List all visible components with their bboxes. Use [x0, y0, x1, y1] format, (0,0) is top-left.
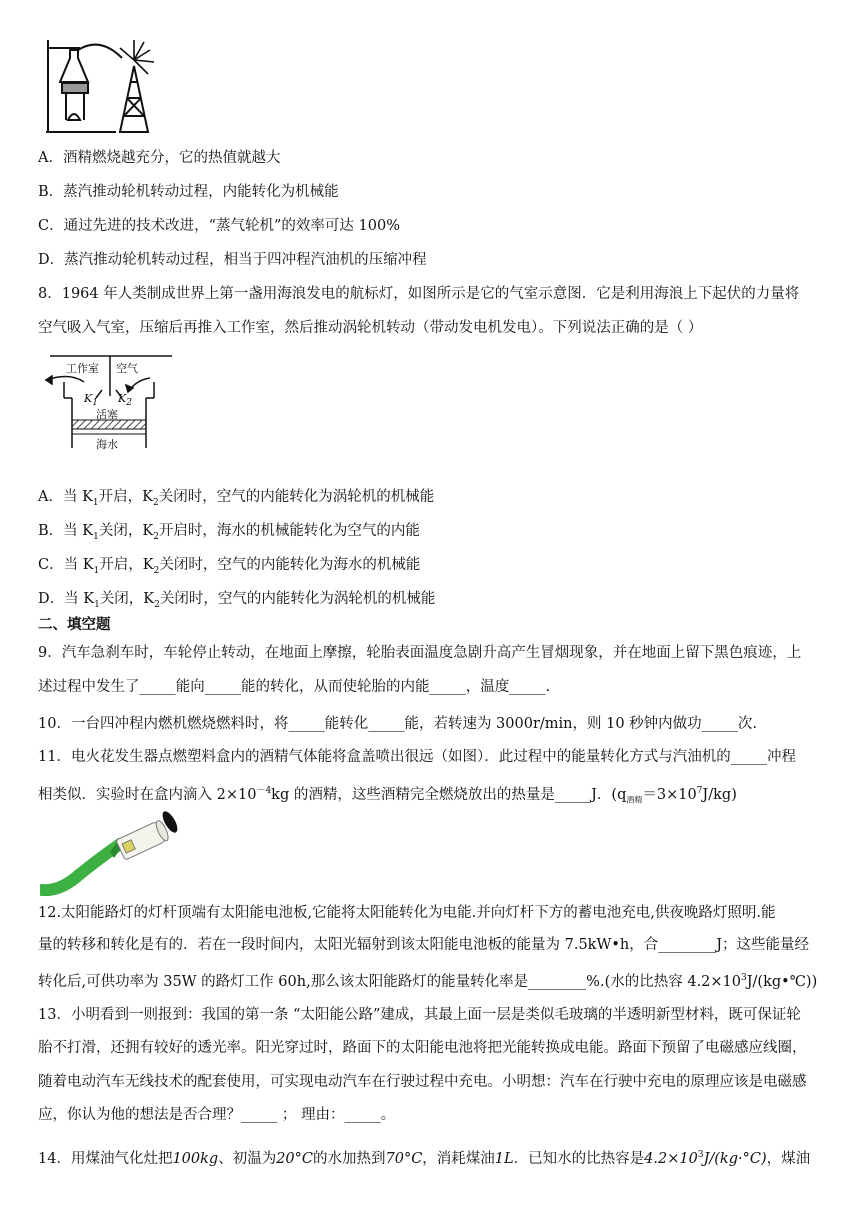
q12-line1: 12.太阳能路灯的灯杆顶端有太阳能电池板,它能将太阳能转化为电能.并向灯杆下方的蓄电池充电,供夜晚路灯照明.能: [38, 905, 776, 921]
label-piston: 活塞: [96, 408, 118, 421]
q13-line2: 胎不打滑，还拥有较好的透光率。阳光穿过时，路面下的太阳能电池将把光能转换成电能。路面下预留了电磁感应线圈，: [38, 1040, 807, 1056]
q7-option-d: D．蒸汽推动轮机转动过程，相当于四冲程汽油机的压缩冲程: [38, 252, 427, 268]
label-air: 空气: [116, 362, 138, 375]
q8-option-d: D．当 $K_1$关闭，$K_2$关闭时，空气的内能转化为涡轮机的机械能: [38, 591, 436, 610]
label-work-room: 工作室: [66, 362, 99, 375]
q7-option-a: A．酒精燃烧越充分，它的热值就越大: [38, 150, 281, 166]
q10-line: 10．一台四冲程内燃机燃烧燃料时，将_____能转化_____能，若转速为 3000r/min，则 10 秒钟内做功_____次.: [38, 716, 758, 732]
q8-option-b: B．当 $K_1$关闭，$K_2$开启时，海水的机械能转化为空气的内能: [38, 523, 420, 542]
label-k2: $K_2$: [118, 392, 132, 409]
section-heading-fill-in: 二、填空题: [38, 617, 111, 633]
q8-option-c: C．当 $K_1$开启，$K_2$关闭时，空气的内能转化为海水的机械能: [38, 557, 421, 576]
q13-line3: 随着电动汽车无线技术的配套使用，可实现电动汽车在行驶过程中充电。小明想：汽车在行驶中充电的原理应该是电磁感: [38, 1074, 807, 1090]
q9-line1: 9．汽车急刹车时，车轮停止转动，在地面上摩擦，轮胎表面温度急剧升高产生冒烟现象，并在地面上留下黑色痕迹，上: [38, 645, 802, 661]
q8-option-a: A．当 $K_1$开启，$K_2$关闭时，空气的内能转化为涡轮机的机械能: [38, 489, 435, 508]
q8-stem-line2: 空气吸入气室，压缩后再推入工作室，然后推动涡轮机转动（带动发电机发电）。下列说法正确的是（ ）: [38, 320, 703, 336]
q13-line4: 应，你认为他的想法是否合理？_____ ； 理由：_____。: [38, 1107, 396, 1123]
q7-option-c: C．通过先进的技术改进，“蒸气轮机”的效率可达 100%: [38, 218, 400, 234]
steam-turbine-figure: [40, 36, 160, 140]
label-sea-water: 海水: [96, 438, 118, 451]
spark-generator-figure: [40, 808, 190, 900]
q7-option-b: B．蒸汽推动轮机转动过程，内能转化为机械能: [38, 184, 339, 200]
q13-line1: 13．小明看到一则报到：我国的第一条 “太阳能公路”建成，其最上面一层是类似毛玻璃的半透明新型材料，既可保证轮: [38, 1007, 801, 1023]
label-k1: $K_1$: [84, 392, 98, 409]
q12-line2: 量的转移和转化是有的．若在一段时间内，太阳光辐射到该太阳能电池板的能量为 7.5kW•h，合________J；这些能量经: [38, 937, 810, 953]
air-chamber-figure: [40, 352, 180, 452]
q8-stem-line1: 8．1964 年人类制成世界上第一盏用海浪发电的航标灯，如图所示是它的气室示意图．它是利用海浪上下起伏的力量将: [38, 286, 800, 302]
q12-line3: 转化后,可供功率为 35W 的路灯工作 60h,那么该太阳能路灯的能量转化率是________%.(水的比热容 $4.2\times 10^3J/(kg•℃)$): [38, 973, 818, 990]
q11-line1: 11．电火花发生器点燃塑料盒内的酒精气体能将盒盖喷出很远（如图）．此过程中的能量转化方式与汽油机的_____冲程: [38, 749, 796, 765]
q11-line2: 相类似．实验时在盒内滴入 $2\times 10^{-4}kg$ 的酒精，这些酒精完全燃烧放出的热量是_____J．$(q_{酒精}=3\times 10^7J/kg)$: [38, 786, 737, 805]
q14-line1: 14．用煤油气化灶把100kg、初温为20°C的水加热到70°C，消耗煤油1L．已知水的比热容是$4.2\times 10^3J/(kg\cdot^\circ C)$，煤油: [38, 1150, 811, 1167]
q9-line2: 述过程中发生了_____能向_____能的转化，从而使轮胎的内能_____，温度_____.: [38, 679, 551, 695]
